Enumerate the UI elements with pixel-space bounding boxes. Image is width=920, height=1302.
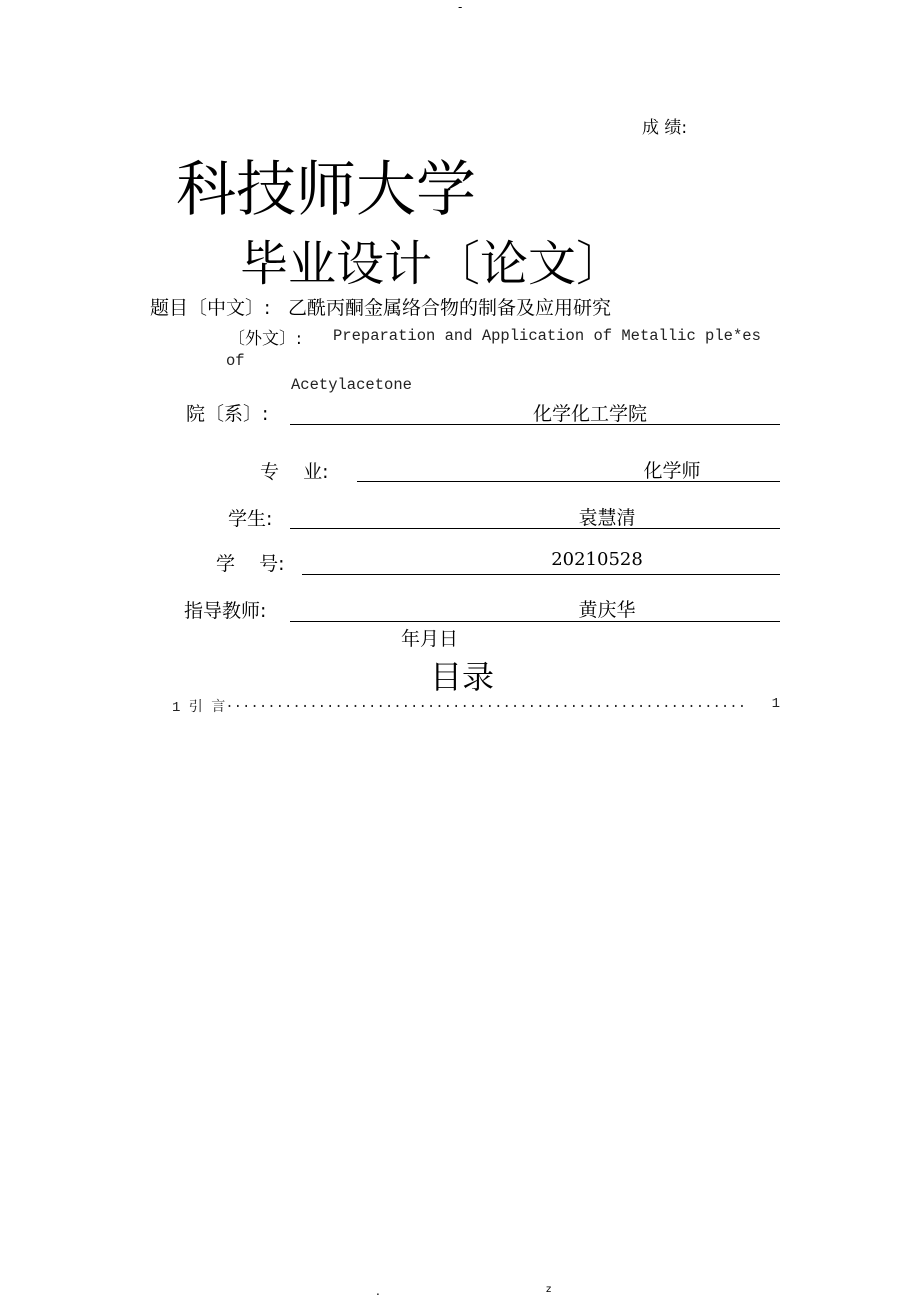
toc-title: 目录	[430, 658, 495, 696]
advisor-value: 黄庆华	[578, 599, 636, 621]
advisor-label: 指导教师:	[184, 600, 267, 622]
university-name: 科技师大学	[176, 155, 476, 225]
student-id-underline	[302, 574, 780, 575]
footer-left-mark: .	[376, 1284, 380, 1298]
toc-entry[interactable]	[172, 696, 780, 716]
title-en-line3: Acetylacetone	[291, 376, 412, 394]
date-label: 年月日	[401, 628, 459, 650]
title-cn-label: 题目〔中文〕:	[150, 297, 271, 319]
student-label: 学生:	[228, 508, 273, 530]
major-value: 化学师	[643, 460, 701, 482]
footer-right-mark: z	[546, 1284, 552, 1295]
major-label: 专 业:	[260, 461, 329, 483]
title-en-label: 〔外文〕:	[228, 329, 302, 349]
student-value: 袁慧清	[578, 507, 636, 529]
title-en-line2: of	[226, 352, 245, 370]
student-id-value: 20210528	[551, 549, 643, 570]
toc-entry-dots: ..............................................................	[225, 696, 747, 712]
title-en-line1: Preparation and Application of Metallic ple*es	[333, 327, 761, 345]
toc-entry-page: 1	[771, 696, 780, 712]
document-type: 毕业设计〔论文〕	[240, 236, 625, 292]
student-id-label: 学 号:	[216, 553, 285, 575]
title-cn: 乙酰丙酮金属络合物的制备及应用研究	[288, 297, 612, 319]
grade-label: 成 绩:	[642, 118, 688, 138]
toc-entry-label: 1 引 言	[172, 700, 226, 716]
department-label: 院〔系〕:	[186, 403, 269, 425]
department-value: 化学化工学院	[532, 403, 647, 425]
header-mark: -	[458, 0, 463, 14]
